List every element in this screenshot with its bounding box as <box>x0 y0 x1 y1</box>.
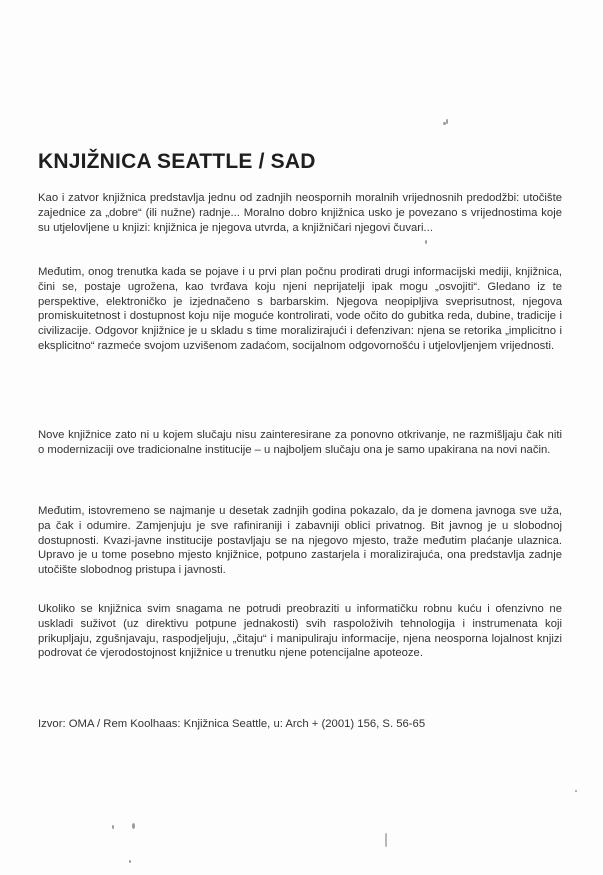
paragraph-2: Međutim, onog trenutka kada se pojave i u prvi plan počnu prodirati drugi informacijski mediji, knjižnica, čini se, postaje ugrožena, kao tvrđava koju njeni neprijatelji ipak mogu „osvojiti“. Gledano iz te perspektive, elektroničko je izjednačeno s barbarskim. Njegova neopipljiva sveprisutnost, njegova promiskuitetnost i dostupnost koju nije moguće kontrolirati, vode očito do gubitka reda, dubine, tradicije i civilizacije. Odgovor knjižnice je u skladu s time moralizirajući i defenzivan: njena se retorika „implicitno i eksplicitno“ razmeće svojom uzvišenom zadaćom, socijalnom odgovornošću i utjelovljenjem vrijednosti. <box>38 266 562 352</box>
source-citation: Izvor: OMA / Rem Koolhaas: Knjižnica Seattle, u: Arch + (2001) 156, S. 56-65 <box>38 718 426 730</box>
scan-speck <box>446 119 448 124</box>
scan-speck <box>575 790 577 792</box>
scan-speck <box>385 833 387 847</box>
paragraph-5: Ukoliko se knjižnica svim snagama ne potrudi preobraziti u informatičku robnu kuću i ofenzivno ne uskladi suživot (uz direktivu potpune jednakosti) svih raspoloživih tehnologija i instrumenata koji prikupljaju, zgušnjavaju, raspodjeljuju, „čitaju“ i manipuliraju informacije, njena neosporna lojalnost knjizi podrovat će vjerodostojnost knjižnice u trenutku njene potencijalne apoteoze. <box>38 603 562 660</box>
paragraph-3: Nove knjižnice zato ni u kojem slučaju nisu zainteresirane za ponovno otkrivanje, ne razmišljaju čak niti o modernizaciji ove tradicionalne institucije – u najboljem slučaju ona je samo upakirana na novi način. <box>38 429 562 456</box>
scan-speck <box>112 825 114 829</box>
scan-speck <box>425 240 427 244</box>
page-title: KNJIŽNICA SEATTLE / SAD <box>38 150 316 173</box>
scan-speck <box>129 860 131 863</box>
scan-speck <box>132 823 135 829</box>
paragraph-1: Kao i zatvor knjižnica predstavlja jednu od zadnjih neospornih moralnih vrijednosnih predodžbi: utočište zajednice za „dobre“ (ili nužne) radnje... Moralno dobro knjižnica usko je povezano s vrijednostima koje su utjelovljene u knjizi: knjižnica je njegova utvrda, a knjižničari njegovi čuvari... <box>38 192 562 234</box>
paragraph-4: Međutim, istovremeno se najmanje u desetak zadnjih godina pokazalo, da je domena javnoga sve uža, pa čak i odumire. Zamjenjuju je sve rafiniraniji i zabavniji oblici privatnog. Bit javnog je u slobodnoj dostupnosti. Kvazi-javne institucije postavljaju se na njegovo mjesto, traže međutim plaćanje ulaznica. Upravo je u tome posebno mjesto knjižnice, potpuno zastarjela i moralizirajuća, ona predstavlja zadnje utočište slobodnog pristupa i javnosti. <box>38 505 562 577</box>
